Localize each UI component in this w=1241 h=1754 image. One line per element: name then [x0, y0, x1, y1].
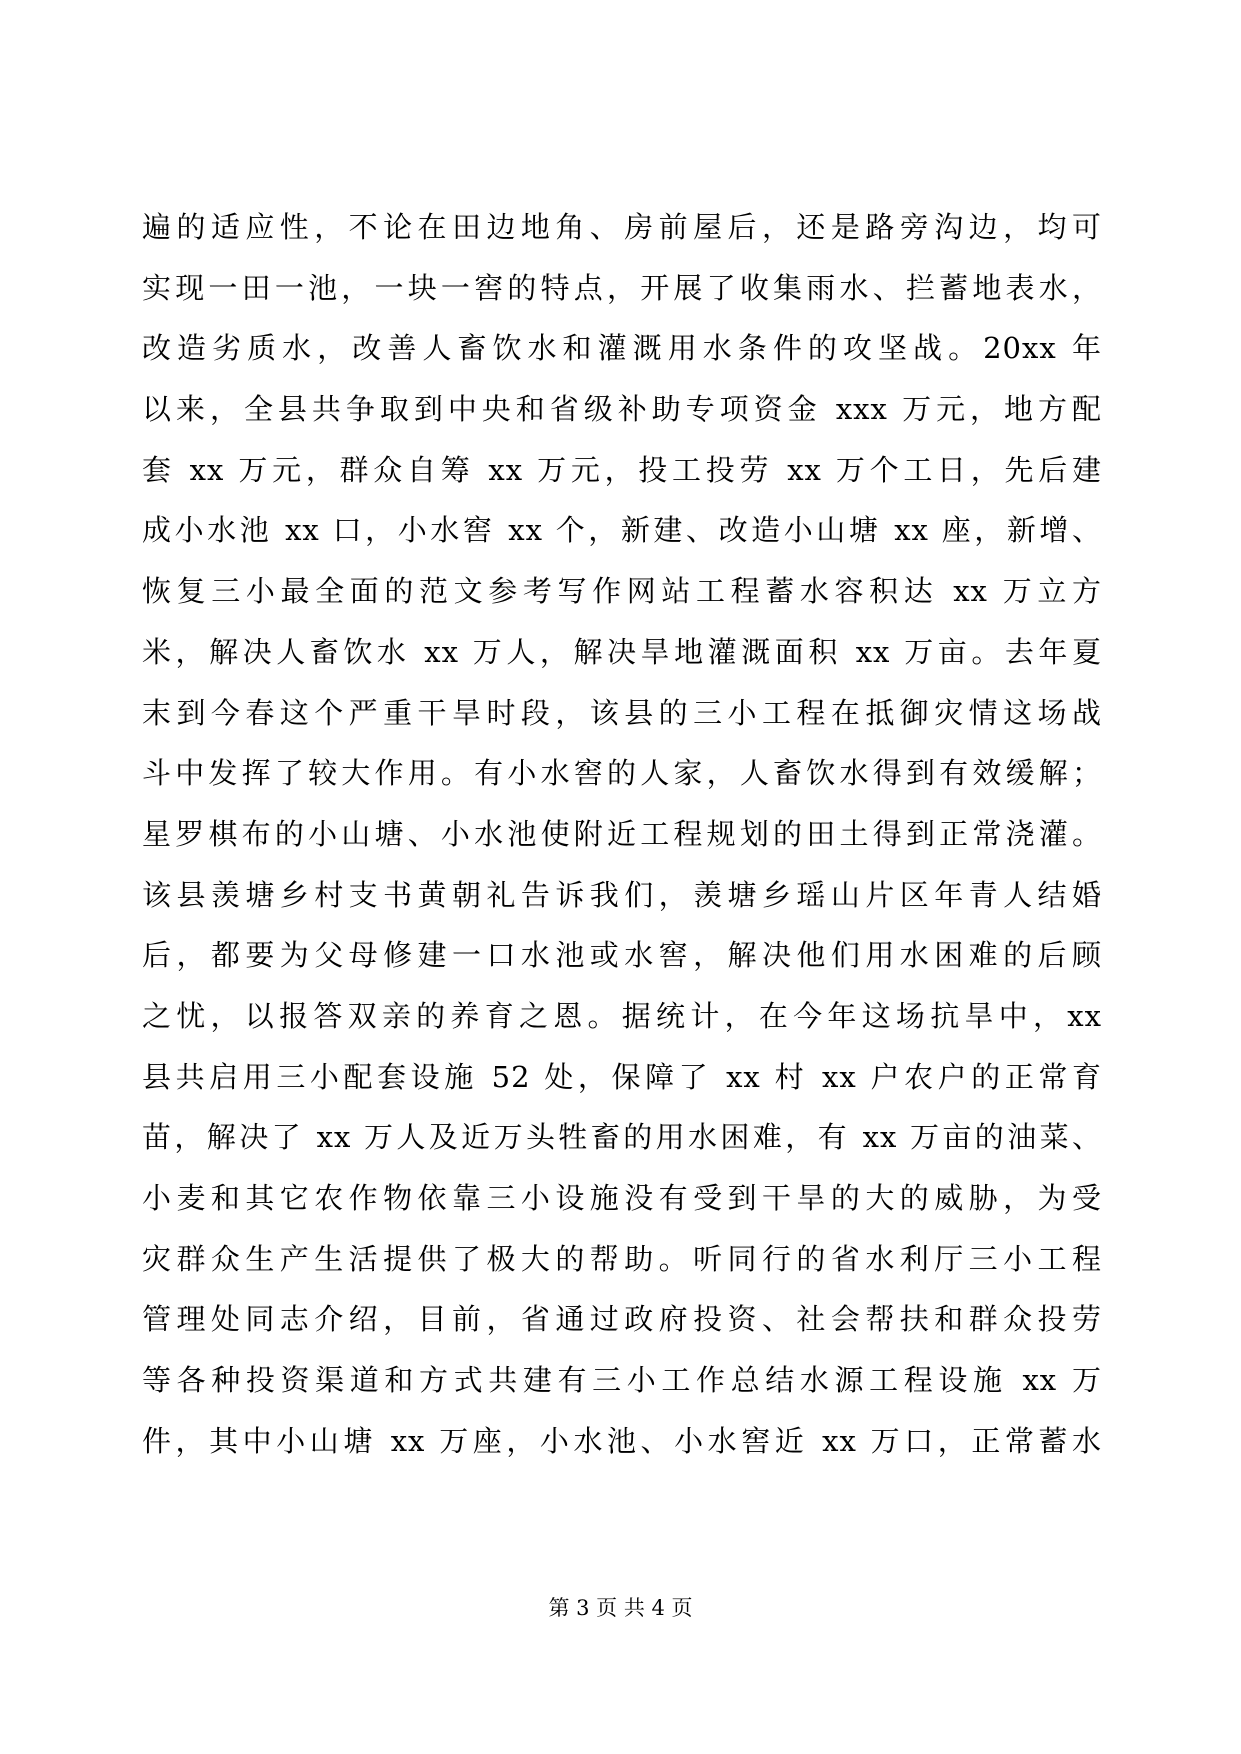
text-line: 实现一田一池，一块一窖的特点，开展了收集雨水、拦蓄地表水，	[142, 270, 1102, 305]
text-line: 后，都要为父母修建一口水池或水窖，解决他们用水困难的后顾	[142, 938, 1102, 973]
text-line: 米，解决人畜饮水 xx 万人，解决旱地灌溉面积 xx 万亩。去年夏	[142, 634, 1102, 669]
text-line: 斗中发挥了较大作用。有小水窖的人家，人畜饮水得到有效缓解；	[142, 756, 1102, 791]
text-line: 末到今春这个严重干旱时段，该县的三小工程在抵御灾情这场战	[142, 695, 1102, 730]
text-line: 件，其中小山塘 xx 万座，小水池、小水窖近 xx 万口，正常蓄水	[142, 1423, 1102, 1458]
text-line: 星罗棋布的小山塘、小水池使附近工程规划的田土得到正常浇灌。	[142, 816, 1102, 851]
text-line: 小麦和其它农作物依靠三小设施没有受到干旱的大的威胁，为受	[142, 1181, 1102, 1215]
text-line: 以来，全县共争取到中央和省级补助专项资金 xxx 万元，地方配	[142, 392, 1102, 427]
text-line: 苗，解决了 xx 万人及近万头牲畜的用水困难，有 xx 万亩的油菜、	[142, 1120, 1102, 1155]
text-line: 县共启用三小配套设施 52 处，保障了 xx 村 xx 户农户的正常育	[142, 1059, 1102, 1094]
text-line: 成小水池 xx 口，小水窖 xx 个，新建、改造小山塘 xx 座，新增、	[142, 513, 1102, 548]
text-line: 恢复三小最全面的范文参考写作网站工程蓄水容积达 xx 万立方	[142, 574, 1102, 609]
text-line: 套 xx 万元，群众自筹 xx 万元，投工投劳 xx 万个工日，先后建	[142, 452, 1102, 487]
text-line: 灾群众生产生活提供了极大的帮助。听同行的省水利厅三小工程	[142, 1241, 1102, 1276]
page-footer: 第 3 页 共 4 页	[548, 1596, 693, 1620]
text-line: 之忧，以报答双亲的养育之恩。据统计，在今年这场抗旱中，xx	[142, 998, 1102, 1033]
body-paragraph	[142, 197, 1102, 1471]
text-line: 遍的适应性，不论在田边地角、房前屋后，还是路旁沟边，均可	[142, 210, 1102, 244]
text-line: 该县羡塘乡村支书黄朝礼告诉我们，羡塘乡瑶山片区年青人结婚	[142, 877, 1102, 912]
text-line: 管理处同志介绍，目前，省通过政府投资、社会帮扶和群众投劳	[142, 1302, 1102, 1337]
text-line: 等各种投资渠道和方式共建有三小工作总结水源工程设施 xx 万	[142, 1363, 1102, 1398]
text-line: 改造劣质水，改善人畜饮水和灌溉用水条件的攻坚战。20xx 年	[142, 331, 1102, 366]
